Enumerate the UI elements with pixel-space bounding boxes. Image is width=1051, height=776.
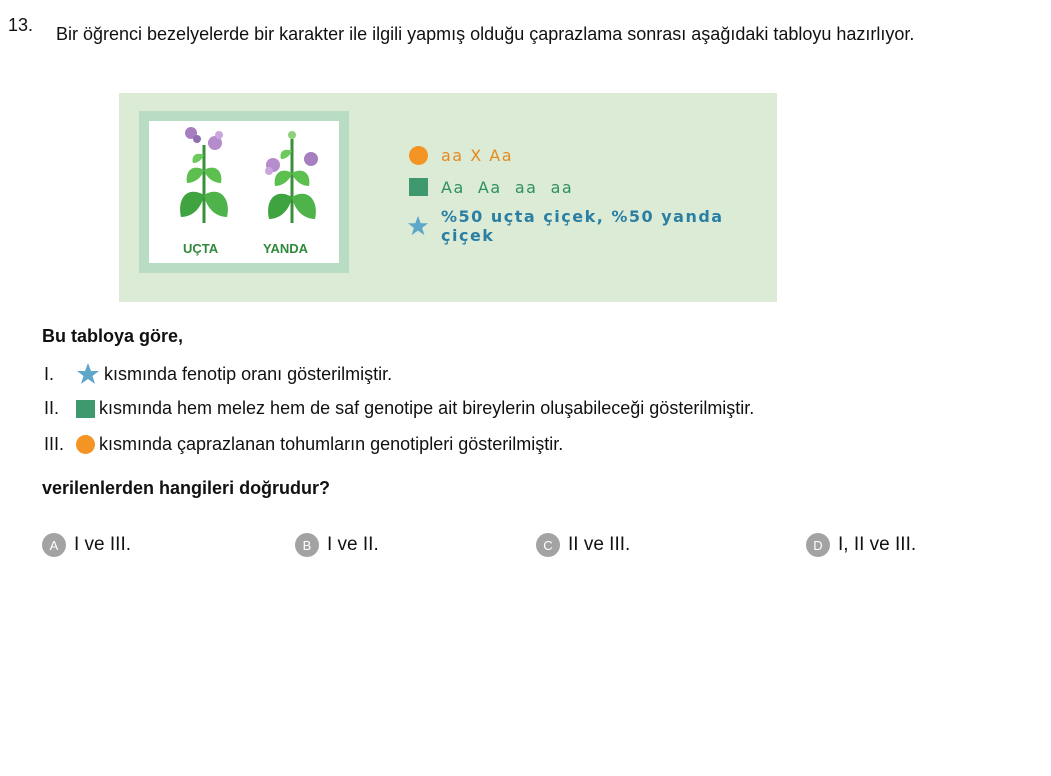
option-d[interactable] (806, 533, 916, 557)
statement-numeral: II. (44, 398, 60, 418)
lead-text: Bu tabloya göre, (42, 326, 184, 346)
option-letter-badge: A (42, 533, 66, 557)
legend-phenotype-text: %50 uçta çiçek, %50 yanda çiçek (441, 207, 724, 245)
option-letter-badge: C (536, 533, 560, 557)
blue-star-icon (407, 214, 429, 238)
option-text: I, II ve III. (838, 534, 917, 555)
question-prompt: verilenlerden hangileri doğrudur? (42, 478, 331, 498)
statement-2 (44, 398, 754, 419)
pea-plant-tip-flower-icon (171, 125, 237, 225)
legend-row-square (407, 176, 573, 198)
question-number: 13. (8, 15, 34, 35)
option-a[interactable] (42, 533, 131, 557)
table-panel (119, 93, 777, 302)
statement-3 (44, 434, 563, 455)
legend-row-circle (407, 144, 513, 166)
blue-star-icon (76, 362, 100, 386)
statement-text: kısmında hem melez hem de saf genotipe ait bireylerin oluşabileceği gösterilmiştir. (99, 398, 755, 418)
option-text: II ve III. (568, 534, 631, 555)
statement-1 (44, 362, 392, 386)
orange-circle-icon (76, 435, 95, 454)
plant-label-tip: UÇTA (183, 241, 219, 256)
option-letter-badge: B (295, 533, 319, 557)
green-square-icon (76, 400, 95, 418)
statement-numeral: III. (44, 434, 65, 454)
pea-plant-side-flower-icon (259, 125, 325, 225)
option-text: I ve III. (74, 534, 132, 555)
option-text: I ve II. (327, 534, 379, 555)
statement-text: kısmında çaprazlanan tohumların genotipleri gösterilmiştir. (99, 434, 564, 454)
statement-text: kısmında fenotip oranı gösterilmiştir. (104, 363, 393, 384)
orange-circle-icon (409, 146, 428, 165)
plant-image-frame (139, 111, 349, 273)
option-b[interactable] (295, 533, 379, 557)
statement-numeral: I. (44, 363, 55, 384)
option-letter-badge: D (806, 533, 830, 557)
plant-label-side: YANDA (263, 241, 309, 256)
green-square-icon (409, 178, 428, 196)
legend-cross-text: aa X Aa (441, 145, 513, 165)
legend-genotype-text: Aa Aa aa aa (441, 177, 574, 197)
legend-row-star (407, 207, 777, 245)
question-stem: Bir öğrenci bezelyelerde bir karakter ile ilgili yapmış olduğu çaprazlama sonrası aşağıdaki tabloyu hazırlıyor. (56, 24, 915, 44)
plant-image (149, 121, 339, 263)
option-c[interactable] (536, 533, 630, 557)
